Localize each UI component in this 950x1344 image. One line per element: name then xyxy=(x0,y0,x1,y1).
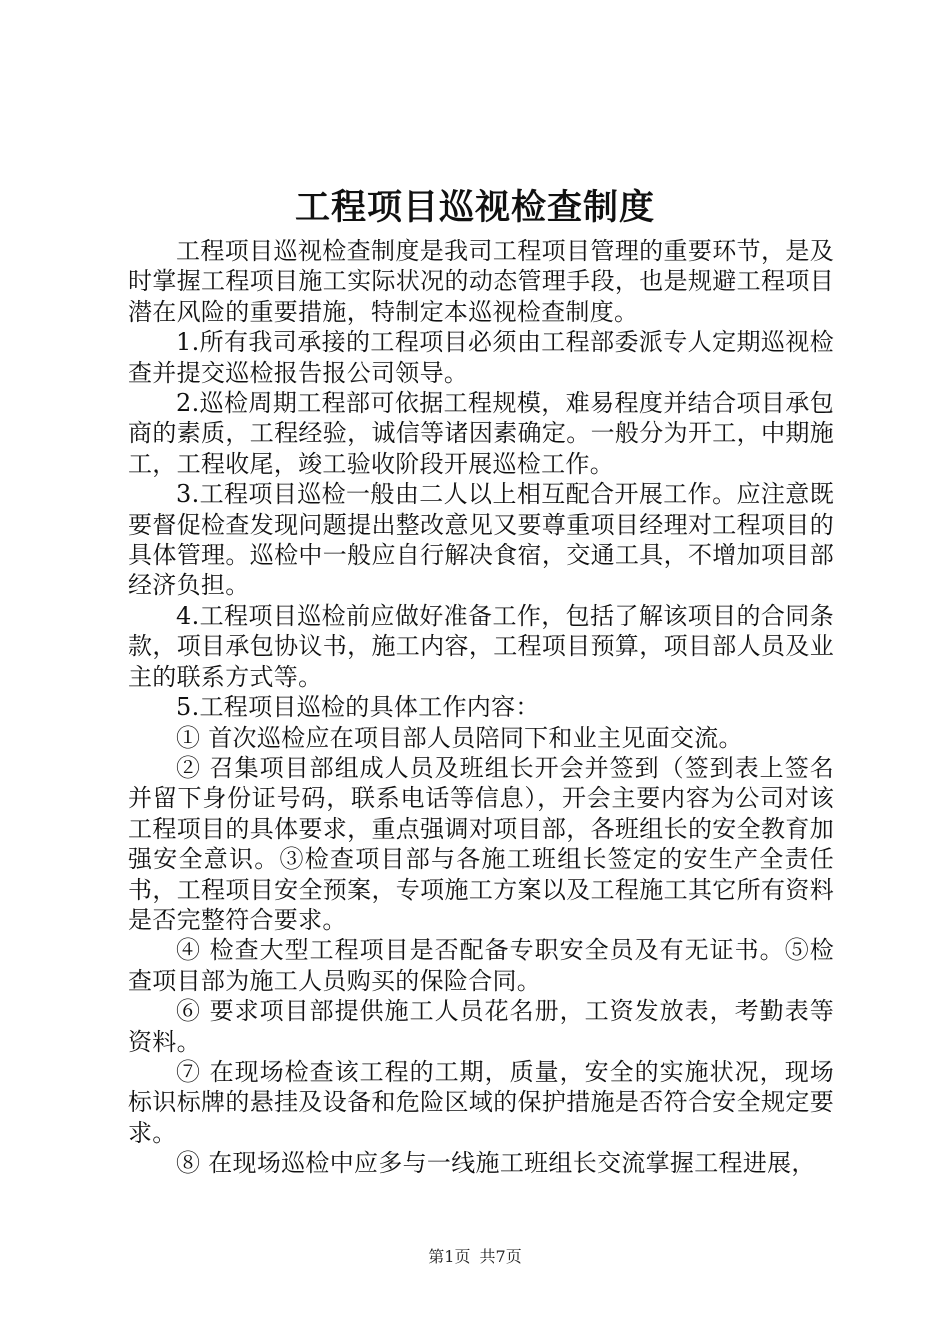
intro-paragraph: 工程项目巡视检查制度是我司工程项目管理的重要环节，是及时掌握工程项目施工实际状况的动态管理手段，也是规避工程项目潜在风险的重要措施，特制定本巡视检查制度。 xyxy=(128,237,834,326)
clause-4: 4.工程项目巡检前应做好准备工作，包括了解该项目的合同条款，项目承包协议书，施工内容，工程项目预算，项目部人员及业主的联系方式等。 xyxy=(128,601,834,691)
item-7: ⑦ 在现场检查该工程的工期，质量，安全的实施状况，现场标识标牌的悬挂及设备和危险区域的保护措施是否符合安全规定要求。 xyxy=(128,1057,834,1147)
page-number: 第1页 xyxy=(428,1247,471,1266)
item-8: ⑧ 在现场巡检中应多与一线施工班组长交流掌握工程进展， xyxy=(176,1149,816,1178)
clause-2: 2.巡检周期工程部可依据工程规模，难易程度并结合项目承包商的素质，工程经验，诚信等诸因素确定。一般分为开工，中期施工，工程收尾，竣工验收阶段开展巡检工作。 xyxy=(128,389,834,478)
clause-3: 3.工程项目巡检一般由二人以上相互配合开展工作。应注意既要督促检查发现问题提出整改意见又要尊重项目经理对工程项目的具体管理。巡检中一般应自行解决食宿，交通工具，不增加项目部经济负担。 xyxy=(128,480,834,600)
item-6: ⑥ 要求项目部提供施工人员花名册，工资发放表，考勤表等资料。 xyxy=(128,997,834,1056)
clause-5: 5.工程项目巡检的具体工作内容： xyxy=(176,693,540,722)
clause-1: 1.所有我司承接的工程项目必须由工程部委派专人定期巡视检查并提交巡检报告报公司领导。 xyxy=(128,328,834,387)
item-4-5: ④ 检查大型工程项目是否配备专职安全员及有无证书。⑤检查项目部为施工人员购买的保险合同。 xyxy=(128,936,834,995)
item-2-3: ② 召集项目部组成人员及班组长开会并签到（签到表上签名并留下身份证号码，联系电话等信息），开会主要内容为公司对该工程项目的具体要求，重点强调对项目部，各班组长的安全教育加强安全意识。③检查项目部与各施工班组长签定的安生产全责任书，工程项目安全预案，专项施工方案以及工程施工其它所有资料是否完整符合要求。 xyxy=(128,753,834,934)
document-body xyxy=(128,236,834,1179)
page-footer xyxy=(0,1244,950,1267)
item-1: ① 首次巡检应在项目部人员陪同下和业主见面交流。 xyxy=(176,723,743,752)
page-total: 共7页 xyxy=(479,1247,522,1266)
document-title: 工程项目巡视检查制度 xyxy=(294,188,655,228)
